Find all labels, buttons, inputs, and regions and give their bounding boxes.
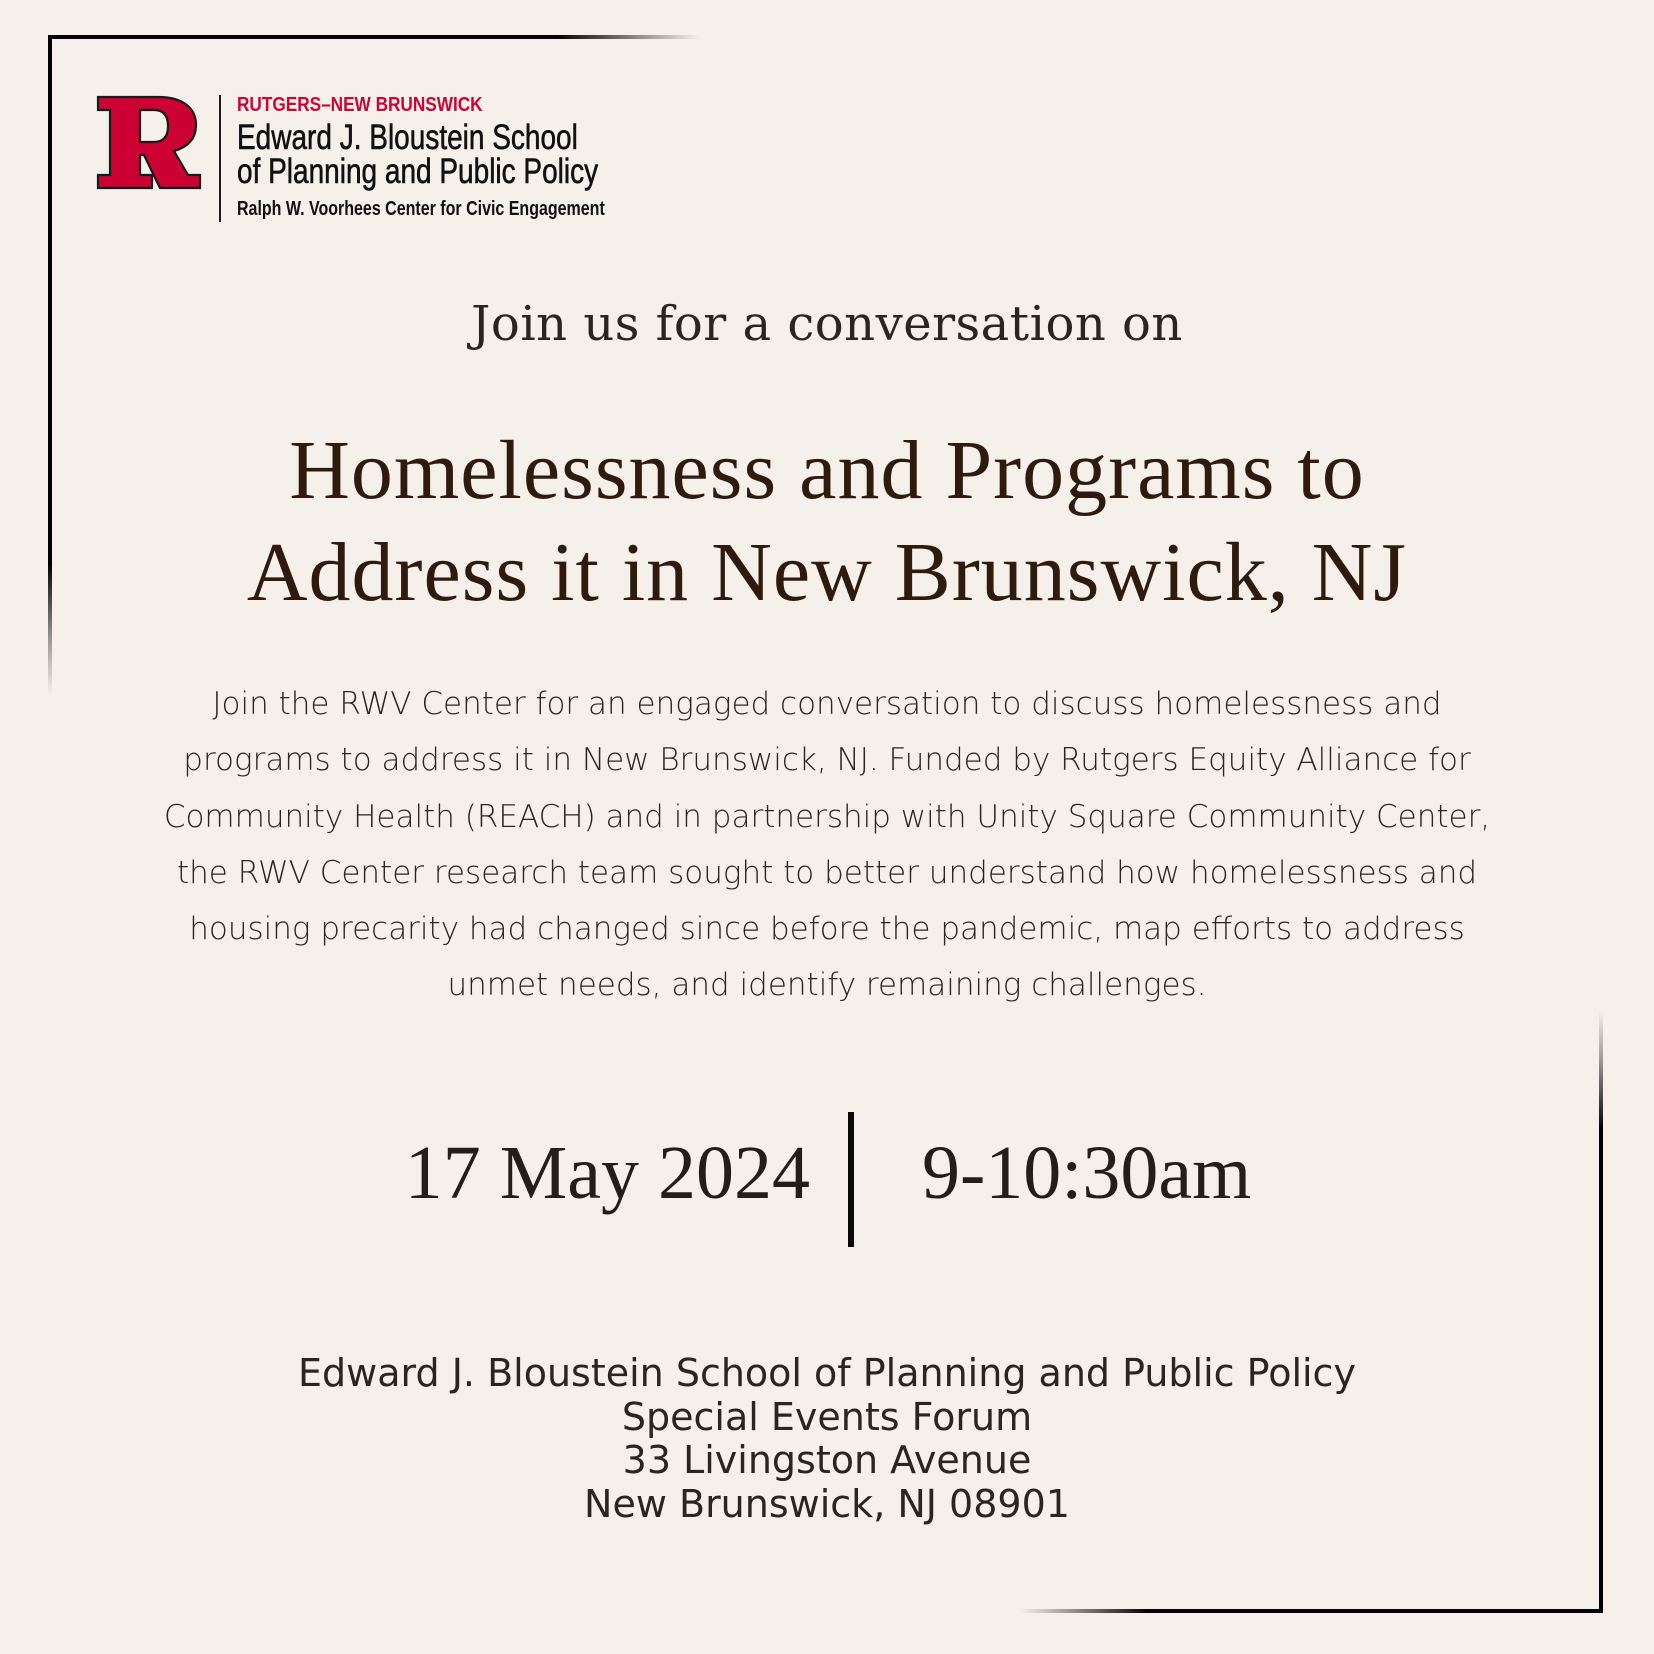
- event-title-line2: Address it in New Brunswick, NJ: [246, 526, 1408, 619]
- date-time-divider: [848, 1112, 854, 1247]
- intro-heading: Join us for a conversation on: [471, 296, 1183, 352]
- logo-center-name: Ralph W. Voorhees Center for Civic Engagement: [237, 198, 605, 220]
- logo-university-name: RUTGERS–NEW BRUNSWICK: [237, 94, 483, 116]
- venue-room: Special Events Forum: [621, 1394, 1033, 1439]
- description-line: programs to address it in New Brunswick, NJ. Funded by Rutgers Equity Alliance for: [183, 742, 1471, 779]
- description-line: Community Health (REACH) and in partnership with Unity Square Community Center,: [163, 798, 1491, 835]
- description-line: Join the RWV Center for an engaged conversation to discuss homelessness and: [212, 686, 1442, 722]
- venue-street: 33 Livingston Avenue: [622, 1438, 1032, 1482]
- event-venue: [0, 1352, 1654, 1526]
- logo-divider: [219, 95, 221, 222]
- description-line: the RWV Center research team sought to better understand how homelessness and: [176, 854, 1478, 891]
- frame-bottom-border: [1020, 1609, 1603, 1613]
- venue-city: New Brunswick, NJ 08901: [584, 1481, 1070, 1526]
- venue-building: Edward J. Bloustein School of Planning and Public Policy: [298, 1351, 1356, 1395]
- logo-school-name-line2: of Planning and Public Policy: [237, 152, 599, 191]
- event-date: 17 May 2024: [404, 1131, 810, 1215]
- rutgers-r-logo-icon: [96, 95, 202, 190]
- logo-school-name-line1: Edward J. Bloustein School: [237, 118, 578, 157]
- description-line: housing precarity had changed since before the pandemic, map efforts to address: [189, 911, 1465, 948]
- event-title-line1: Homelessness and Programs to: [289, 424, 1365, 517]
- event-description: [90, 676, 1564, 1014]
- description-line: unmet needs, and identify remaining challenges.: [447, 967, 1207, 1004]
- event-time: 9-10:30am: [922, 1131, 1252, 1215]
- frame-top-border: [48, 35, 700, 39]
- event-title: [0, 420, 1654, 624]
